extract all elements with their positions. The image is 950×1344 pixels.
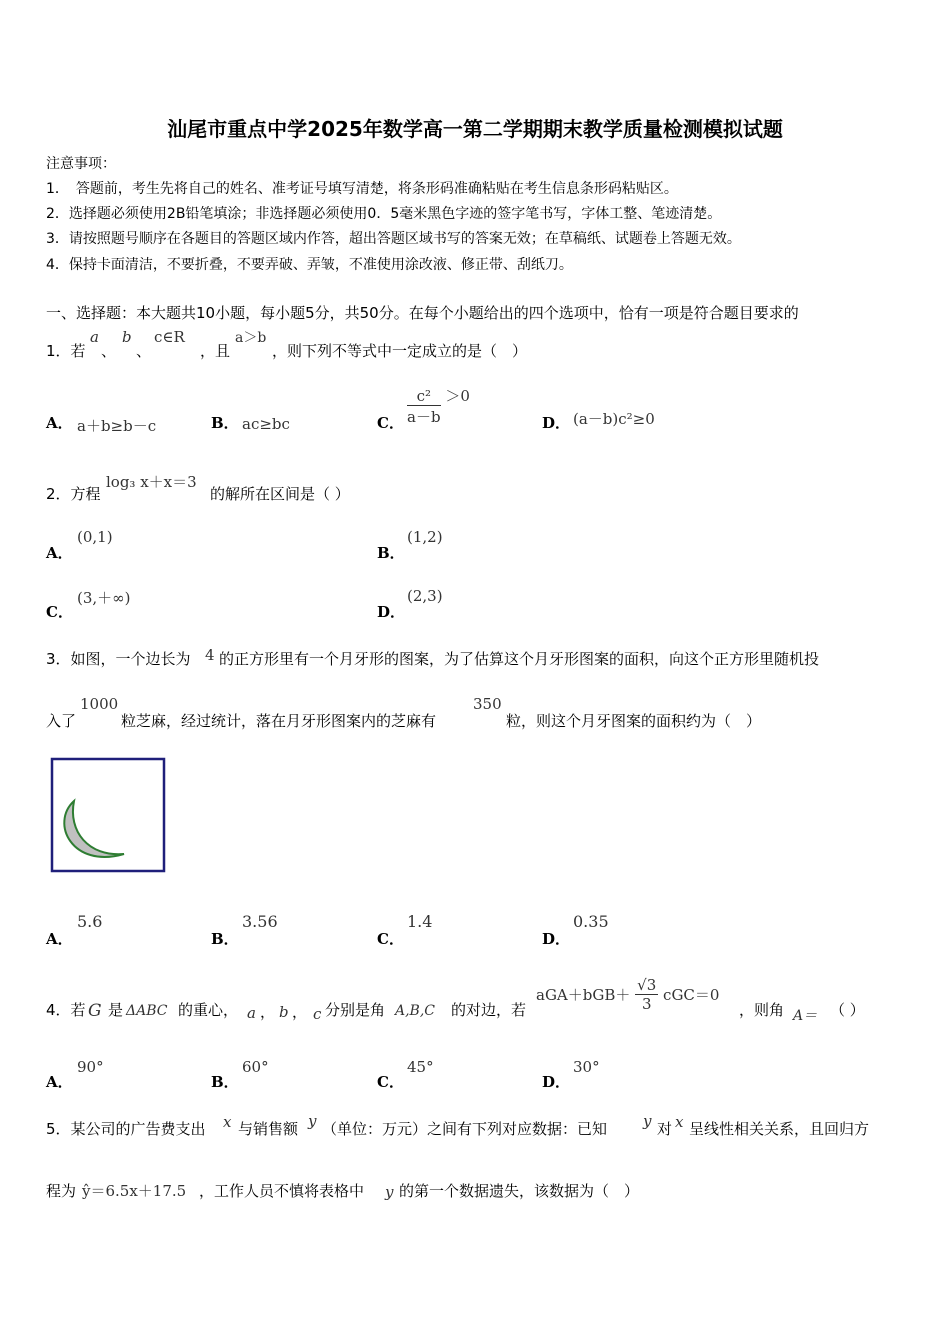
q3-text-1a: 3．如图，一个边长为: [46, 650, 191, 668]
q2-number: 2．方程: [46, 485, 101, 503]
q4-vector-equation: [536, 976, 719, 1013]
q3-text-2c: 粒，则这个月牙图案的面积约为（ ）: [506, 712, 762, 730]
q5-text-1c: （单位：万元）之间有下列对应数据：已知: [322, 1120, 608, 1138]
q4-option-c[interactable]: 45°: [407, 1058, 434, 1076]
notice-item-3: 3．请按照题号顺序在各题目的答题区域内作答，超出答题区域书写的答案无效；在草稿纸、试题卷上答题无效。: [46, 231, 741, 247]
q1-option-c-relation: ＞0: [445, 387, 470, 405]
q4-angles: A,B,C: [395, 1003, 436, 1019]
q3-inside: 350: [473, 695, 502, 713]
q3-option-d-label[interactable]: D．: [542, 930, 571, 948]
q1-sep2: 、: [136, 342, 152, 360]
notice-heading: 注意事项：: [46, 156, 116, 172]
q2-equation: log₃ x＋x＝3: [106, 473, 197, 491]
q4-text-1: 的重心，: [178, 1001, 239, 1019]
q3-figure: [50, 757, 168, 875]
q1-option-d-label[interactable]: D．: [542, 414, 571, 432]
q1-cond-c: c∈R: [154, 328, 185, 346]
q4-option-c-label[interactable]: C．: [377, 1073, 404, 1091]
q3-text-2b: 粒芝麻，经过统计，落在月牙形图案内的芝麻有: [121, 712, 437, 730]
q4-centroid: G: [88, 1001, 102, 1021]
q1-option-c-label[interactable]: C．: [377, 414, 404, 432]
q5-text-1e: 呈线性相关关系，且回归方: [689, 1120, 870, 1138]
q3-total: 1000: [80, 695, 119, 713]
q2-option-a[interactable]: (0,1): [77, 528, 113, 546]
q4-comma-2: ，: [292, 1003, 308, 1021]
q3-option-a-label[interactable]: A．: [46, 930, 73, 948]
exam-title: 汕尾市重点中学2025年数学高一第二学期期末教学质量检测模拟试题: [167, 117, 783, 141]
q5-text-1b: 与销售额: [238, 1120, 299, 1138]
q1-option-c[interactable]: [407, 385, 470, 427]
notice-item-4: 4．保持卡面清洁，不要折叠，不要弄破、弄皱，不准使用涂改液、修正带、刮纸刀。: [46, 257, 573, 273]
q5-text-1a: 5．某公司的广告费支出: [46, 1120, 206, 1138]
q2-option-d-label[interactable]: D．: [377, 603, 406, 621]
q4-option-b[interactable]: 60°: [242, 1058, 269, 1076]
q4-eq-numerator: √3: [637, 976, 657, 994]
q4-side-b: b: [279, 1003, 289, 1021]
q2-tail: 的解所在区间是（ ）: [210, 485, 350, 503]
q3-option-b-label[interactable]: B．: [211, 930, 239, 948]
q1-number: 1．若: [46, 342, 86, 360]
q3-option-c-label[interactable]: C．: [377, 930, 404, 948]
q5-regression: ŷ＝6.5x＋17.5: [82, 1182, 187, 1200]
q2-option-b[interactable]: (1,2): [407, 528, 443, 546]
q3-option-d[interactable]: 0.35: [573, 912, 609, 931]
q4-is: 是: [108, 1001, 124, 1019]
q1-option-c-fraction: [407, 387, 441, 427]
q5-var-x-2: x: [675, 1113, 684, 1131]
q4-eq-left: aGA＋bGB＋: [536, 986, 631, 1004]
q1-condition: a＞b: [235, 330, 267, 346]
q5-var-x-1: x: [223, 1113, 232, 1131]
q4-option-b-label[interactable]: B．: [211, 1073, 239, 1091]
q4-comma-1: ，: [260, 1003, 276, 1021]
q3-text-2a: 入了: [46, 712, 77, 730]
q4-option-d[interactable]: 30°: [573, 1058, 600, 1076]
q3-side: 4: [205, 646, 215, 664]
q1-option-b-label[interactable]: B．: [211, 414, 239, 432]
notice-item-2: 2．选择题必须使用2B铅笔填涂；非选择题必须使用0．5毫米黑色字迹的签字笔书写，字体工整、笔迹清楚。: [46, 206, 722, 222]
q1-option-a[interactable]: a＋b≥b－c: [77, 417, 157, 435]
q4-triangle: ΔABC: [126, 1003, 168, 1019]
q4-text-2: 分别是角: [325, 1001, 386, 1019]
q4-option-a-label[interactable]: A．: [46, 1073, 73, 1091]
q4-eq-fraction: [635, 976, 658, 1013]
q1-var-b: b: [122, 328, 132, 346]
q1-option-a-label[interactable]: A．: [46, 414, 73, 432]
q3-option-b[interactable]: 3.56: [242, 912, 278, 931]
notice-item-1: 1． 答题前，考生先将自己的姓名、准考证号填写清楚，将条形码准确粘贴在考生信息条形码粘贴区。: [46, 181, 678, 197]
q4-side-c: c: [313, 1005, 322, 1023]
q4-side-a: a: [247, 1004, 256, 1022]
q5-var-y-1: y: [308, 1112, 317, 1130]
q5-text-2a: 程为: [46, 1182, 77, 1200]
q4-eq-right: cGC＝0: [663, 986, 720, 1004]
q3-option-a[interactable]: 5.6: [77, 912, 103, 931]
q1-sep1: 、: [101, 342, 117, 360]
q4-text-3: 的对边，若: [451, 1001, 527, 1019]
q1-option-b[interactable]: ac≥bc: [242, 415, 290, 433]
q5-text-1d: 对: [657, 1120, 673, 1138]
q1-var-a: a: [90, 328, 99, 346]
q2-option-d[interactable]: (2,3): [407, 587, 443, 605]
q4-number: 4．若: [46, 1001, 86, 1019]
q5-var-y-2: y: [643, 1112, 652, 1130]
q4-option-d-label[interactable]: D．: [542, 1073, 571, 1091]
q1-option-c-denominator: a－b: [407, 408, 441, 426]
q1-mid: ，且: [200, 342, 231, 360]
q4-angle-a: A＝: [793, 1008, 818, 1024]
q2-option-c[interactable]: (3,＋∞): [77, 589, 131, 607]
q2-option-a-label[interactable]: A．: [46, 544, 73, 562]
q1-tail: ，则下列不等式中一定成立的是（ ）: [272, 342, 528, 360]
q3-text-1b: 的正方形里有一个月牙形的图案，为了估算这个月牙形图案的面积，向这个正方形里随机投: [219, 650, 820, 668]
q3-option-c[interactable]: 1.4: [407, 912, 433, 931]
q4-text-4: ，则角: [739, 1001, 785, 1019]
q5-var-y-3: y: [385, 1183, 394, 1201]
q4-tail: （ ）: [830, 1001, 865, 1019]
q2-option-b-label[interactable]: B．: [377, 544, 405, 562]
q1-option-c-numerator: c²: [407, 387, 441, 406]
q4-option-a[interactable]: 90°: [77, 1058, 104, 1076]
q5-text-2b: ，工作人员不慎将表格中: [199, 1182, 365, 1200]
q1-option-d[interactable]: (a－b)c²≥0: [573, 410, 655, 428]
q2-option-c-label[interactable]: C．: [46, 603, 73, 621]
q5-text-2c: 的第一个数据遗失，该数据为（ ）: [399, 1182, 640, 1200]
q4-eq-denominator: 3: [641, 995, 652, 1013]
section-heading: 一、选择题：本大题共10小题，每小题5分，共50分。在每个小题给出的四个选项中，恰有一项是符合题目要求的: [46, 304, 799, 322]
